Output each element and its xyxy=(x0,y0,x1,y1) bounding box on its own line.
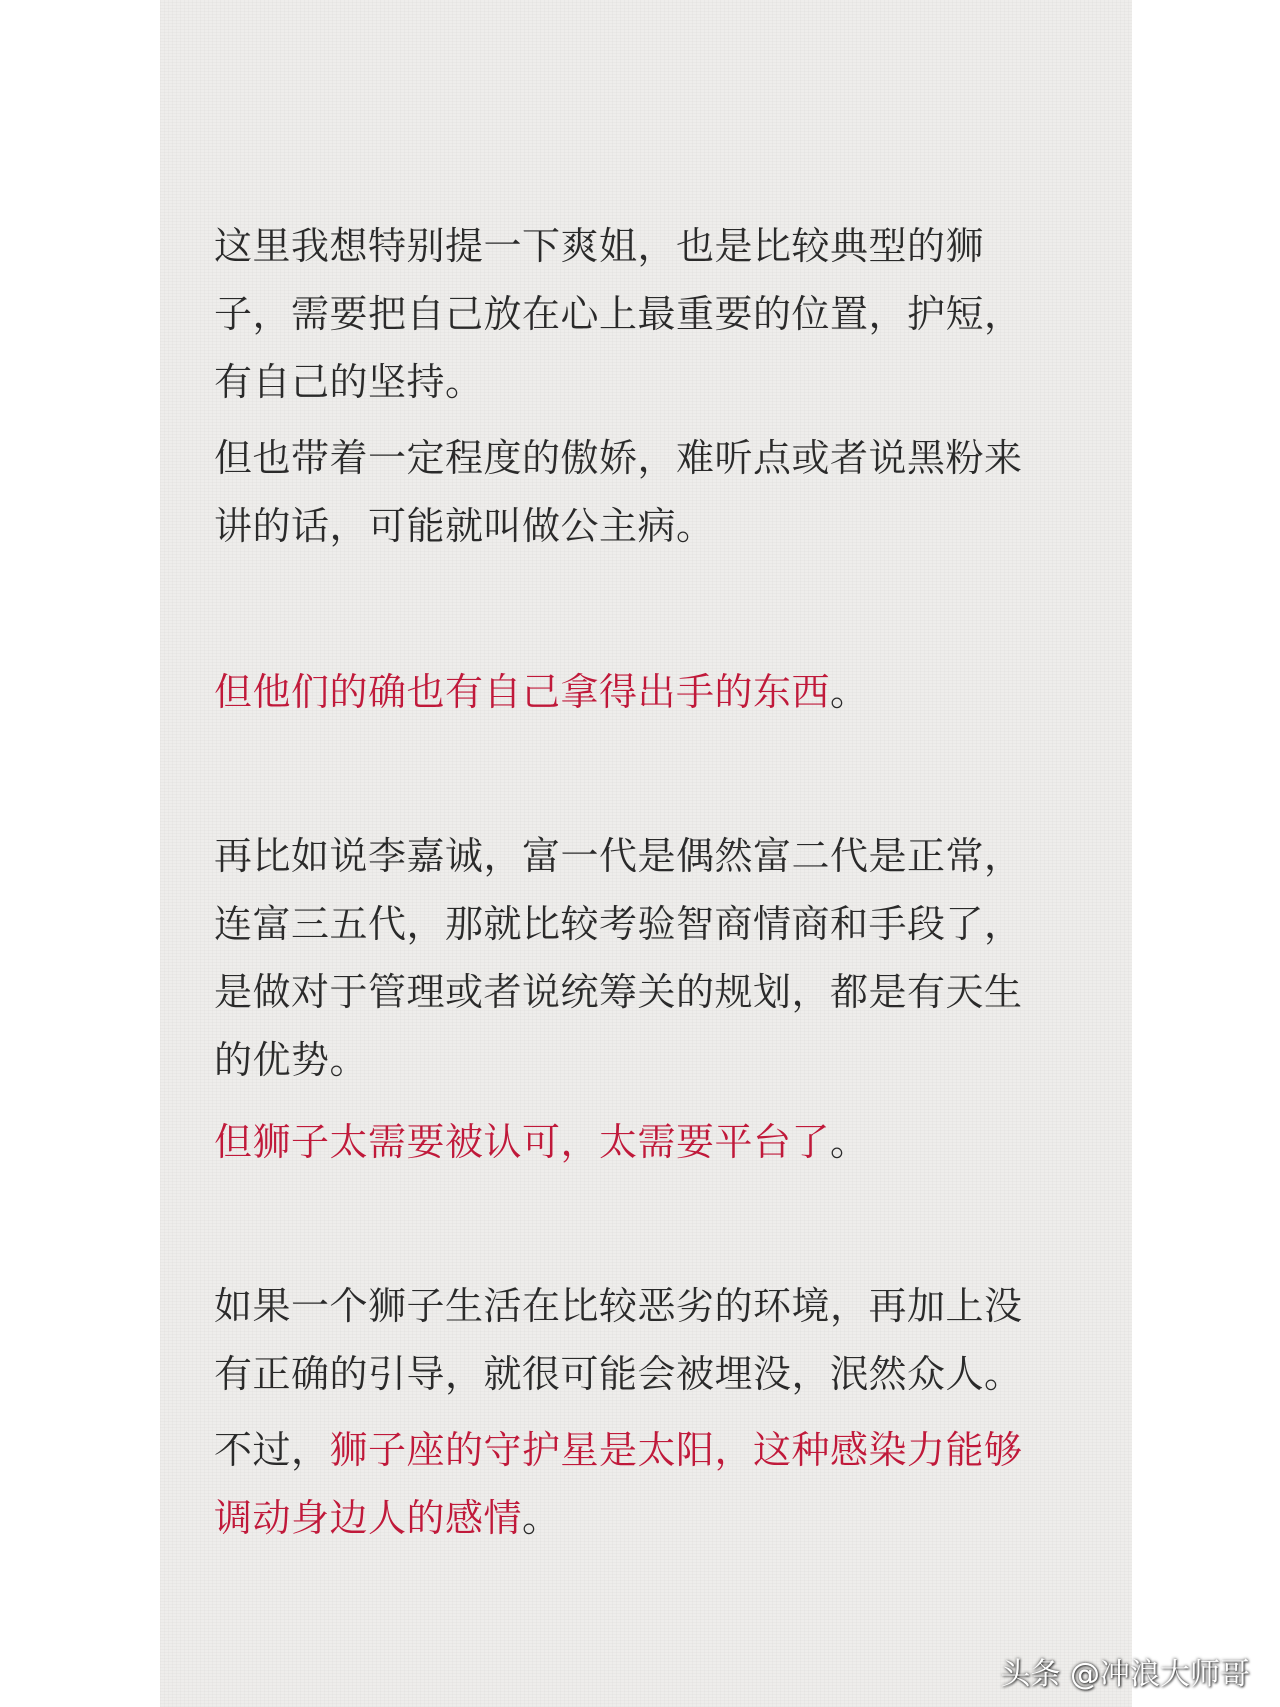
paragraph-4 xyxy=(214,1272,1064,1408)
text-line: 是做对于管理或者说统筹关的规划，都是有天生 xyxy=(214,970,1023,1014)
paragraph-5 xyxy=(214,1416,1064,1552)
text-line: 再比如说李嘉诚，富一代是偶然富二代是正常， xyxy=(214,834,1023,878)
text-line: 的优势。 xyxy=(214,1038,369,1082)
text-line xyxy=(214,1108,1064,1176)
paragraph-3 xyxy=(214,822,1064,1094)
text-line xyxy=(214,658,1064,726)
highlight-text: 但他们的确也有自己拿得出手的东西 xyxy=(214,670,831,714)
punctuation: 。 xyxy=(830,1120,869,1164)
text-line: 但也带着一定程度的傲娇，难听点或者说黑粉来 xyxy=(214,436,1023,480)
text-line xyxy=(214,1484,1064,1552)
text-line: 讲的话，可能就叫做公主病。 xyxy=(214,504,715,548)
watermark: 头条 @冲浪大师哥 xyxy=(1000,1657,1250,1692)
text-line: 连富三五代，那就比较考验智商情商和手段了， xyxy=(214,902,1023,946)
highlight-paragraph-2 xyxy=(214,1108,1064,1176)
text-line xyxy=(214,1416,1064,1484)
text-line: 子，需要把自己放在心上最重要的位置，护短， xyxy=(214,292,1023,336)
paragraph-2 xyxy=(214,424,1064,560)
punctuation: 。 xyxy=(522,1496,561,1540)
highlight-text: 调动身边人的感情 xyxy=(214,1496,523,1540)
text-line: 这里我想特别提一下爽姐，也是比较典型的狮 xyxy=(214,224,985,268)
punctuation: 。 xyxy=(830,670,869,714)
text-line: 有自己的坚持。 xyxy=(214,360,484,404)
highlight-text: 但狮子太需要被认可，太需要平台了 xyxy=(214,1120,831,1164)
highlight-text: 狮子座的守护星是太阳，这种感染力能够 xyxy=(329,1428,1023,1472)
text-line: 有正确的引导，就很可能会被埋没，泯然众人。 xyxy=(214,1352,1023,1396)
text-line: 如果一个狮子生活在比较恶劣的环境，再加上没 xyxy=(214,1284,1023,1328)
lead-text: 不过， xyxy=(214,1428,330,1472)
highlight-paragraph-1 xyxy=(214,658,1064,726)
paragraph-1 xyxy=(214,212,1064,416)
